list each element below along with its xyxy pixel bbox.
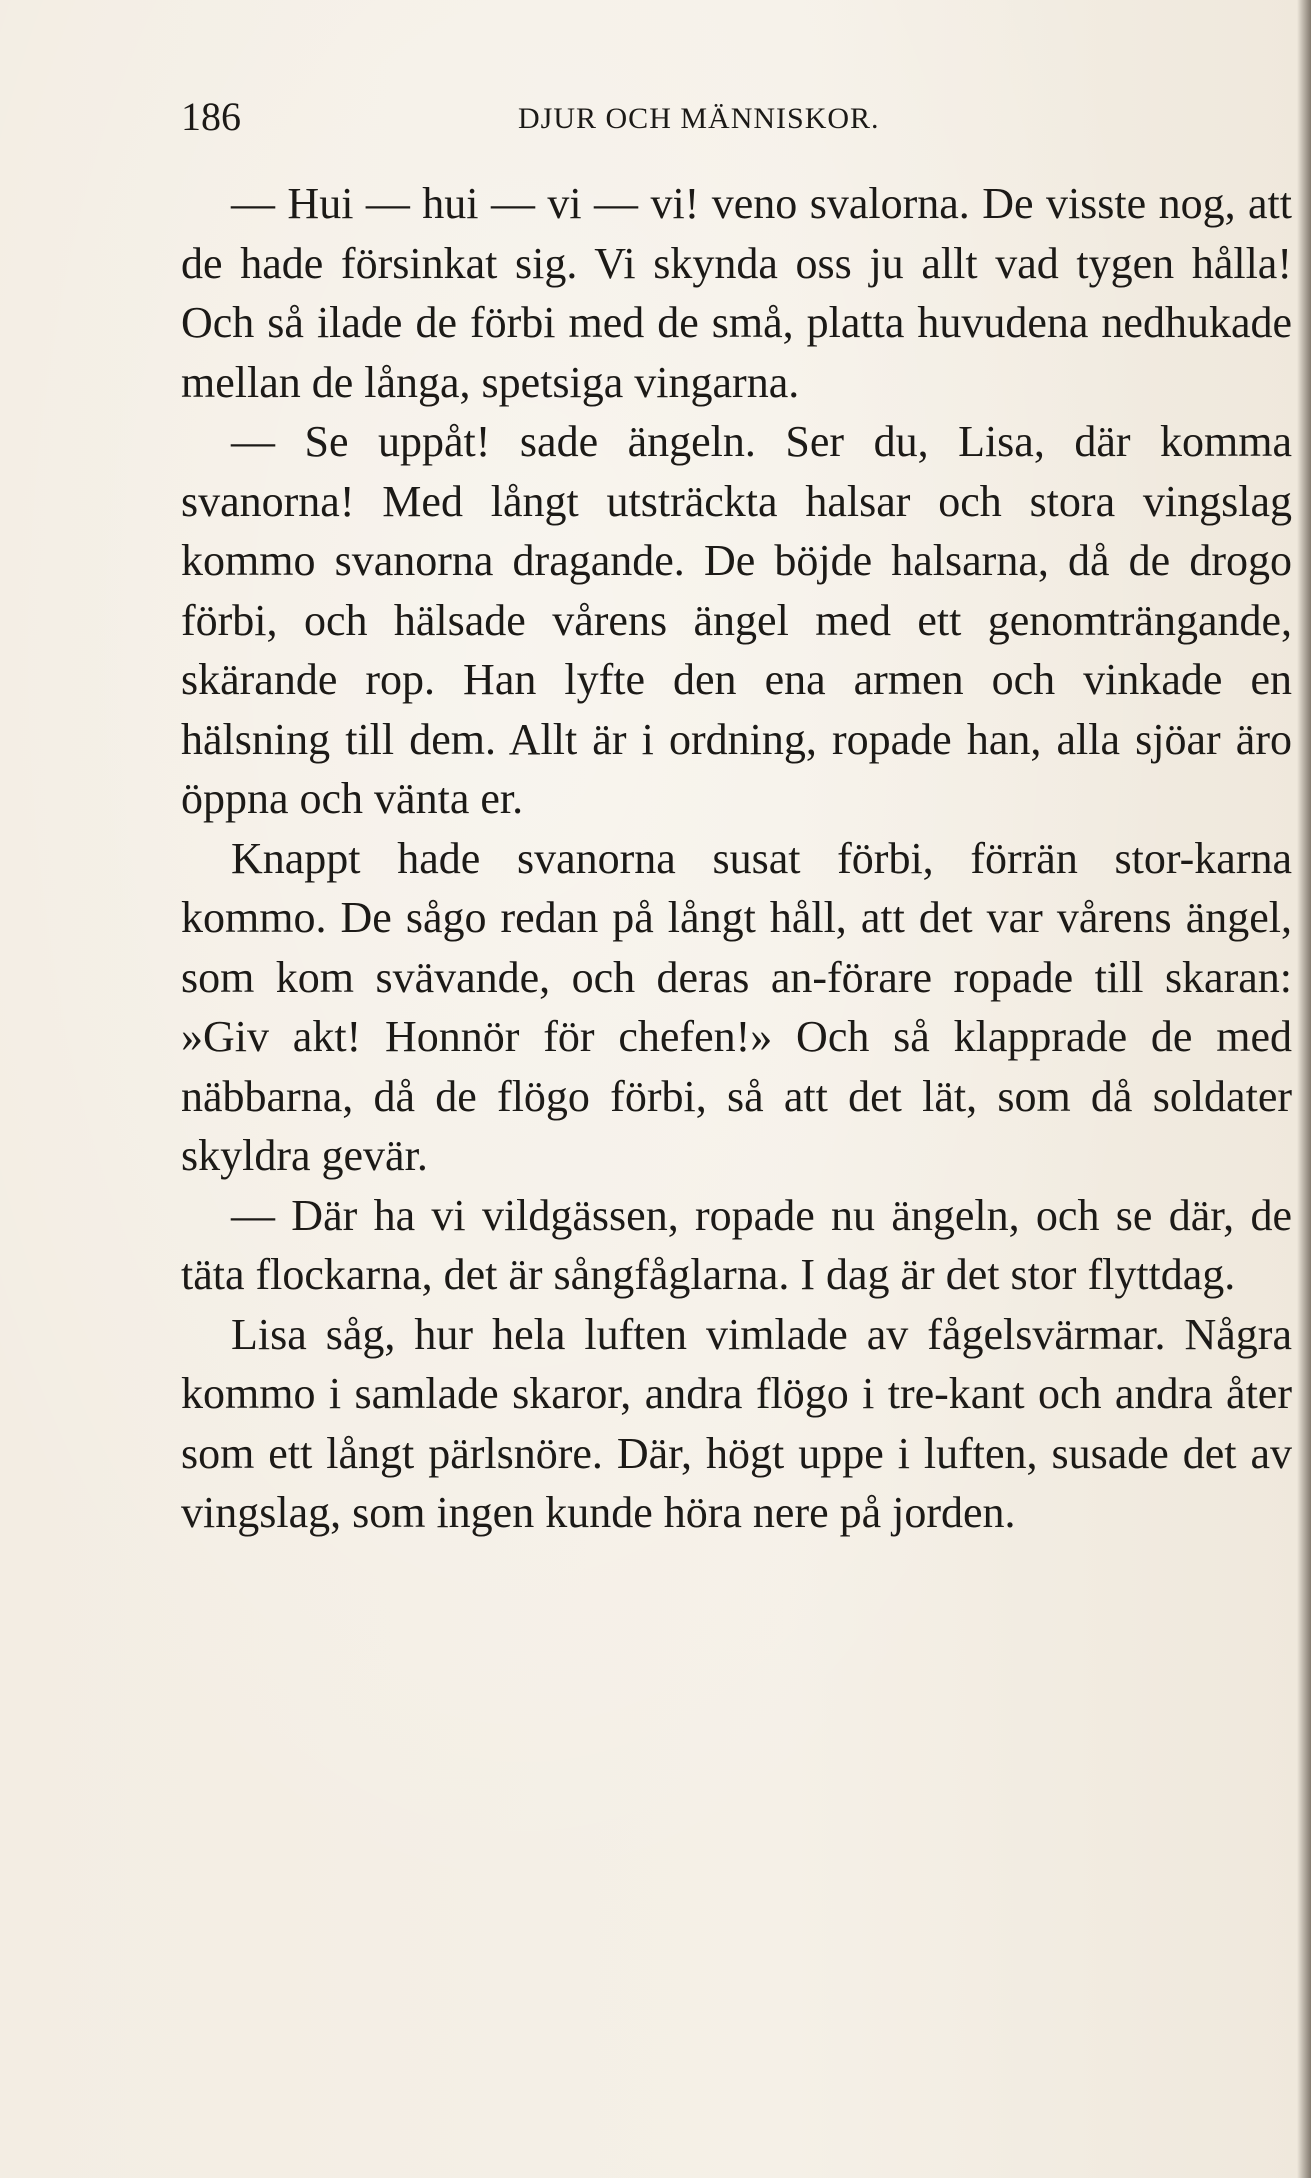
page-number: 186 (181, 94, 241, 139)
paragraph: Lisa såg, hur hela luften vimlade av fågelsvärmar. Några kommo i samlade skaror, andra flögo i tre-kant och andra åter som ett långt pärlsnöre. Där, högt uppe i luften, susade det av vingslag, som ingen kunde höra nere på jorden. (181, 1309, 1292, 1537)
paragraph: — Hui — hui — vi — vi! veno svalorna. De visste nog, att de hade försinkat sig. Vi skynda oss ju allt vad tygen hålla! Och så ilade de förbi med de små, platta huvudena nedhukade mellan de långa, spetsiga vingarna. (181, 179, 1292, 407)
body-text (181, 174, 1292, 1543)
paragraph: — Se uppåt! sade ängeln. Ser du, Lisa, där komma svanorna! Med långt utsträckta halsar och stora vingslag kommo svanorna dragande. De böjde halsarna, då de drogo förbi, och hälsade vårens ängel med ett genomträngande, skärande rop. Han lyfte den ena armen och vinkade en hälsning till dem. Allt är i ordning, ropade han, alla sjöar äro öppna och vänta er. (181, 417, 1292, 823)
page-header (181, 92, 1291, 142)
running-head: DJUR OCH MÄNNISKOR. (518, 102, 880, 135)
page-edge-shadow (1297, 0, 1311, 2178)
paragraph: — Där ha vi vildgässen, ropade nu ängeln, och se där, de täta flockarna, det är sångfåglarna. I dag är det stor flyttdag. (181, 1190, 1292, 1299)
paragraph: Knappt hade svanorna susat förbi, förrän stor-karna kommo. De sågo redan på långt håll, att det var vårens ängel, som kom svävande, och deras an-förare ropade till skaran: »Giv akt! Honnör för chefen!» Och så klapprade de med näbbarna, då de flögo förbi, så att det lät, som då soldater skyldra gevär. (181, 833, 1292, 1180)
